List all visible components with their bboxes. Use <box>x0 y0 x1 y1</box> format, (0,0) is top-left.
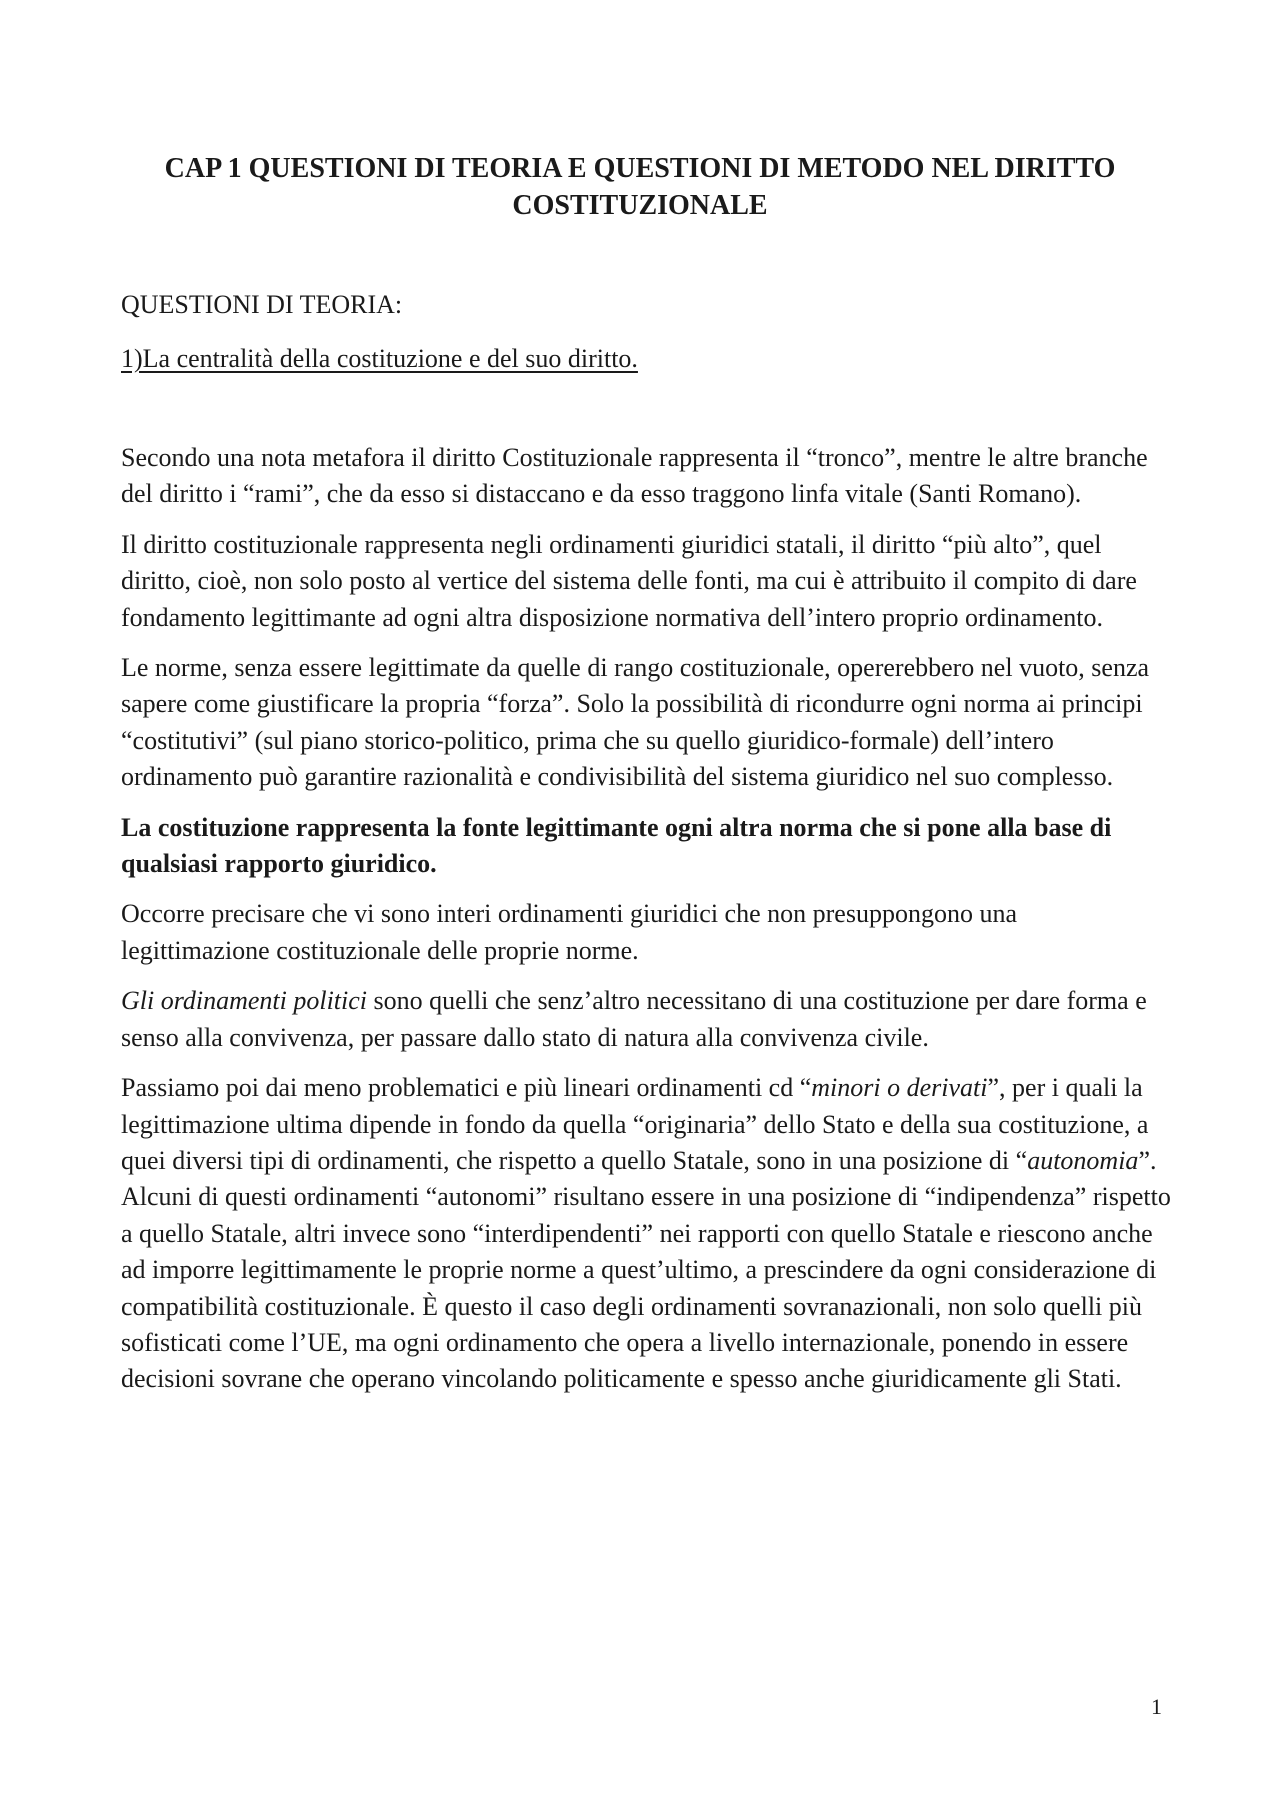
page-number: 1 <box>1151 1694 1162 1719</box>
paragraph-7-italic-2: autonomia <box>1027 1145 1139 1175</box>
document-title <box>110 150 1170 224</box>
paragraph-7-part-a: Passiamo poi dai meno problematici e più lineari ordinamenti cd “ <box>121 1073 812 1103</box>
title-line-1: CAP 1 QUESTIONI DI TEORIA E QUESTIONI DI METODO NEL DIRITTO <box>164 153 1116 184</box>
section-heading: QUESTIONI DI TEORIA: <box>121 290 403 319</box>
paragraph-6-italic: Gli ordinamenti politici <box>121 986 368 1016</box>
paragraph-5: Occorre precisare che vi sono interi ordinamenti giuridici che non presuppongono una legittimazione costituzionale delle proprie norme. <box>121 899 1017 965</box>
paragraph-7-italic-1: minori o derivati <box>811 1073 988 1103</box>
paragraph-7 <box>121 1070 1171 1398</box>
paragraph-6 <box>121 983 1171 1056</box>
paragraph-6-rest: sono quelli che senz’altro necessitano di una costituzione per dare forma e senso alla convivenza, per passare dallo stato di natura alla convivenza civile. <box>121 986 1147 1052</box>
body-text <box>121 440 1171 1412</box>
paragraph-2: Il diritto costituzionale rappresenta negli ordinamenti giuridici statali, il diritto “più alto”, quel diritto, cioè, non solo posto al vertice del sistema delle fonti, ma cui è attribuito il compito di dare fondamento legittimante ad ogni altra disposizione normativa dell’intero proprio ordinamento. <box>121 529 1137 632</box>
paragraph-4-bold: La costituzione rappresenta la fonte legittimante ogni altra norma che si pone alla base di qualsiasi rapporto giuridico. <box>121 812 1112 879</box>
paragraph-1: Secondo una nota metafora il diritto Costituzionale rappresenta il “tronco”, mentre le altre branche del diritto i “rami”, che da esso si distaccano e da esso traggono linfa vitale (Santi Romano). <box>121 443 1148 509</box>
paragraph-3: Le norme, senza essere legittimate da quelle di rango costituzionale, opererebbero nel vuoto, senza sapere come giustificare la propria “forza”. Solo la possibilità di ricondurre ogni norma ai principi “costitutivi” (sul piano storico-politico, prima che su quello giuridico-formale) dell’intero ordinamento può garantire razionalità e condivisibilità del sistema giuridico nel suo complesso. <box>121 653 1150 792</box>
title-line-2: COSTITUZIONALE <box>512 190 768 221</box>
subheading: 1)La centralità della costituzione e del suo diritto. <box>121 344 638 373</box>
paragraph-7-part-c: ”. Alcuni di questi ordinamenti “autonomi” risultano essere in una posizione di “indipendenza” rispetto a quello Statale, altri invece sono “interdipendenti” nei rapporti con quello Statale e riescono anche ad imporre legittimamente le proprie norme a quest’ultimo, a prescindere da ogni considerazione di compatibilità costituzionale. È questo il caso degli ordinamenti sovranazionali, non solo quelli più sofisticati come l’UE, ma ogni ordinamento che opera a livello internazionale, ponendo in essere decisioni sovrane che operano vincolando politicamente e spesso anche giuridicamente gli Stati. <box>121 1145 1171 1394</box>
paragraph-7-part-b: ”, per i quali la legittimazione ultima dipende in fondo da quella “originaria” dello Stato e della sua costituzione, a quei diversi tipi di ordinamenti, che rispetto a quello Statale, sono in una posizione di “ <box>121 1073 1149 1175</box>
